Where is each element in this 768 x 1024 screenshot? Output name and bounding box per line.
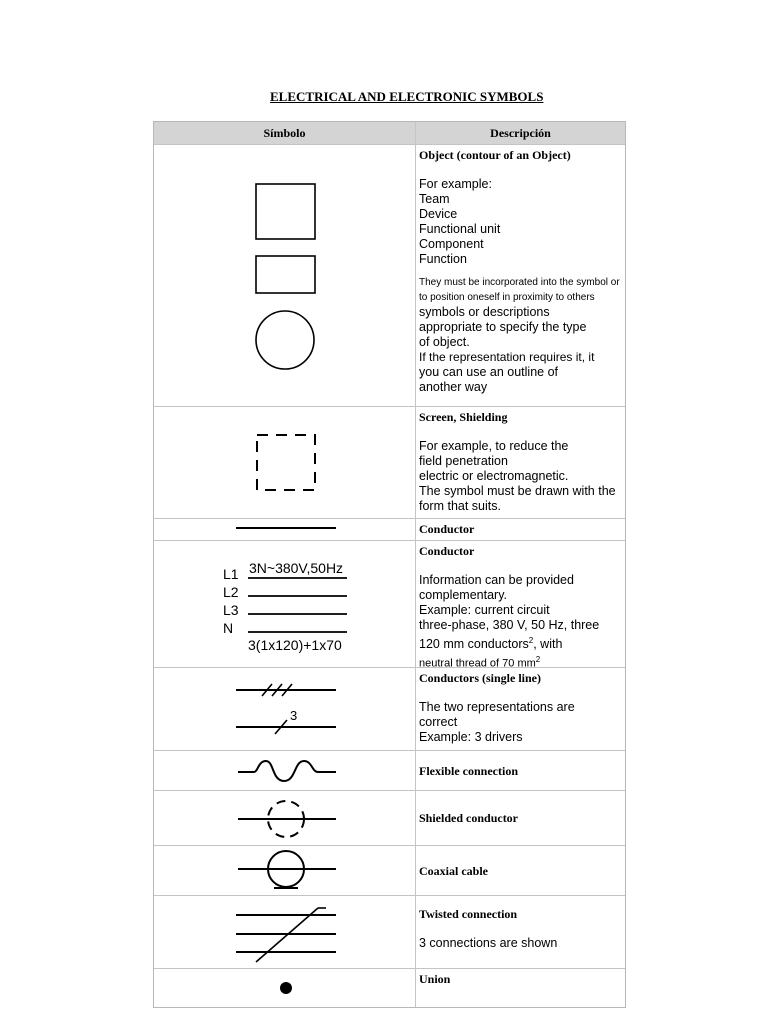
symbol-cell	[154, 407, 416, 518]
symbol-cell	[154, 145, 416, 406]
description-cell	[416, 751, 625, 790]
line: field penetration	[419, 454, 508, 468]
row-title: Screen, Shielding	[419, 410, 508, 424]
table-row	[154, 406, 625, 518]
object-contour-symbol	[154, 145, 415, 406]
line: appropriate to specify the type	[419, 320, 587, 334]
symbol-cell	[154, 519, 416, 540]
line: If the representation requires it, it	[419, 350, 595, 364]
description-cell	[416, 541, 625, 670]
line: correct	[419, 715, 458, 729]
line: 3 connections are shown	[419, 936, 558, 950]
label-l1: L1	[223, 566, 239, 582]
line: you can use an outline of	[419, 365, 558, 379]
description-cell	[416, 969, 625, 1007]
shielding-symbol	[154, 407, 415, 518]
line: Team	[419, 192, 450, 206]
label-l3: L3	[223, 602, 239, 618]
row-title: Union	[419, 972, 451, 986]
table-row	[154, 790, 625, 845]
table-row	[154, 667, 625, 750]
line: Device	[419, 207, 458, 221]
symbol-cell	[154, 846, 416, 895]
table-row	[154, 845, 625, 895]
line-small: neutral thread of 70 $mm^2$	[419, 655, 541, 670]
document-title: ELECTRICAL AND ELECTRONIC SYMBOLS	[270, 89, 544, 104]
line: three-phase, 380 V, 50 Hz, three	[419, 618, 600, 632]
symbol-cell	[154, 751, 416, 790]
symbol-cell	[154, 668, 416, 750]
line: For example, to reduce the	[419, 439, 569, 453]
symbol-cell	[154, 896, 416, 968]
table-row	[154, 968, 625, 1007]
symbol-cell	[154, 541, 416, 667]
line: The symbol must be drawn with the	[419, 484, 616, 498]
label-n: N	[223, 620, 234, 636]
line: form that suits.	[419, 499, 501, 513]
symbol-top-label: 3N~380V,50Hz	[249, 560, 344, 576]
row-title: Shielded conductor	[419, 811, 519, 825]
description-cell	[416, 896, 625, 968]
header-symbol: Símbolo	[154, 122, 416, 144]
symbol-count-label: 3	[290, 708, 298, 723]
coaxial-cable-symbol	[154, 846, 415, 895]
line: of object.	[419, 335, 470, 349]
line: symbols or descriptions	[419, 305, 550, 319]
table-row	[154, 518, 625, 540]
line: 120 mm conductors$^2$, with	[419, 636, 563, 652]
table-header	[154, 122, 625, 144]
shielded-conductor-symbol	[154, 791, 415, 845]
line: complementary.	[419, 588, 507, 602]
line: The two representations are	[419, 700, 575, 714]
row-title: Conductors (single line)	[419, 671, 542, 685]
twisted-connection-symbol	[154, 896, 415, 968]
table-row	[154, 750, 625, 790]
line: Example: 3 drivers	[419, 730, 523, 744]
symbol-bottom-label: 3(1x120)+1x70	[248, 637, 342, 653]
description-cell	[416, 668, 625, 750]
label-l2: L2	[223, 584, 239, 600]
line: Component	[419, 237, 484, 251]
table-row	[154, 144, 625, 406]
header-description: Descripción	[490, 126, 551, 140]
line-small: to position oneself in proximity to others	[419, 292, 595, 303]
description-cell	[416, 145, 625, 406]
description-cell	[416, 791, 625, 845]
row-title: Coaxial cable	[419, 863, 488, 878]
line: Example: current circuit	[419, 603, 550, 617]
row-title: Conductor	[419, 544, 475, 558]
flexible-connection-symbol	[154, 751, 415, 790]
description-cell	[416, 407, 625, 518]
symbols-table	[153, 121, 626, 1008]
description-cell	[416, 846, 625, 895]
row-title: Conductor	[419, 522, 475, 536]
row-title: Flexible connection	[419, 763, 518, 778]
line: Information can be provided	[419, 573, 574, 587]
symbol-cell	[154, 791, 416, 845]
line: Function	[419, 252, 467, 266]
three-phase-conductor-symbol	[154, 541, 415, 667]
row-title: Object (contour of an Object)	[419, 148, 571, 162]
conductor-symbol	[154, 519, 415, 540]
line: another way	[419, 380, 488, 394]
line: For example:	[419, 177, 492, 191]
union-symbol	[154, 969, 415, 1007]
table-row	[154, 895, 625, 968]
single-line-conductors-symbol	[154, 668, 415, 750]
symbol-cell	[154, 969, 416, 1007]
line: Functional unit	[419, 222, 501, 236]
row-title: Twisted connection	[419, 907, 518, 921]
table-row	[154, 540, 625, 670]
line-small: They must be incorporated into the symbol or	[419, 277, 620, 288]
line: electric or electromagnetic.	[419, 469, 569, 483]
description-cell	[416, 519, 625, 540]
